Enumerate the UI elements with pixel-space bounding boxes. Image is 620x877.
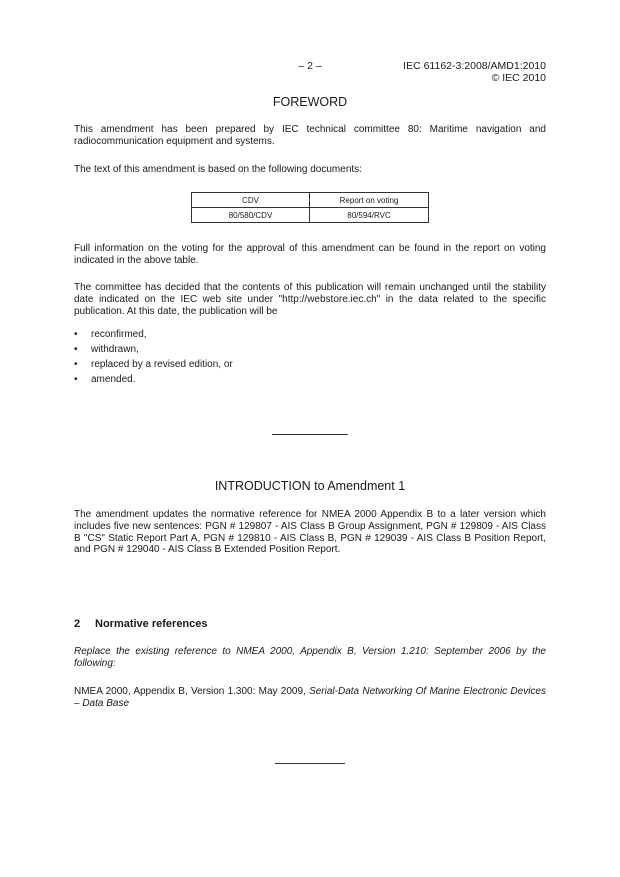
foreword-paragraph-4: The committee has decided that the contents of this publication will remain unchanged until the stability date indicated on the IEC web site under "http://webstore.iec.ch" in the data related to the specific publication. At this date, the publication will be [74, 282, 546, 317]
section-heading [74, 618, 208, 630]
foreword-heading: FOREWORD [272, 95, 348, 109]
copyright-notice: © IEC 2010 [491, 72, 546, 84]
normative-reference-entry [74, 686, 546, 710]
table-cell: 80/594/RVC [310, 208, 429, 223]
table-header-cell: Report on voting [310, 193, 429, 208]
list-item [74, 374, 546, 389]
reference-title: Serial-Data Networking Of Marine Electronic Devices – Data Base [74, 686, 546, 709]
list-item [74, 329, 546, 344]
introduction-heading: INTRODUCTION to Amendment 1 [214, 479, 406, 493]
section-title: Normative references [95, 618, 208, 630]
bullet-icon: • [74, 329, 78, 340]
bullet-icon: • [74, 344, 78, 355]
amendment-instruction: Replace the existing reference to NMEA 2000, Appendix B, Version 1.210: September 2006 by the following: [74, 646, 546, 669]
list-item-text: withdrawn, [91, 344, 139, 355]
foreword-paragraph-1: This amendment has been prepared by IEC technical committee 80: Maritime navigation and radiocommunication equipment and systems. [74, 124, 546, 147]
page-number: – 2 – [298, 60, 322, 72]
documents-table [191, 192, 429, 223]
list-item-text: reconfirmed, [91, 329, 147, 340]
publication-status-list [74, 329, 546, 389]
doc-ref-number: IEC 61162-3:2008/AMD1:2010 [403, 60, 546, 72]
foreword-paragraph-2: The text of this amendment is based on the following documents: [74, 164, 362, 175]
table-header-row [192, 193, 429, 208]
introduction-paragraph: The amendment updates the normative reference for NMEA 2000 Appendix B to a later version which includes five new sentences: PGN # 129807 - AIS Class B Group Assignment, PGN # 129809 - AIS Class B "CS" Static Report Part A, PGN # 129810 - AIS Class B, PGN # 129039 - AIS Class B Position Report, and PGN # 129040 - AIS Class B Extended Position Report. [74, 509, 546, 556]
table-row [192, 208, 429, 223]
reference-details: NMEA 2000, Appendix B, Version 1.300: May 2009, [74, 686, 310, 697]
bullet-icon: • [74, 359, 78, 370]
foreword-paragraph-3: Full information on the voting for the approval of this amendment can be found in the report on voting indicated in the above table. [74, 243, 546, 266]
list-item-text: amended. [91, 374, 136, 385]
table-cell: 80/580/CDV [192, 208, 310, 223]
document-reference [403, 60, 546, 84]
end-divider [275, 763, 345, 764]
bullet-icon: • [74, 374, 78, 385]
list-item [74, 344, 546, 359]
section-number: 2 [74, 618, 81, 630]
list-item-text: replaced by a revised edition, or [91, 359, 233, 370]
list-item [74, 359, 546, 374]
table-header-cell: CDV [192, 193, 310, 208]
section-divider [272, 434, 348, 435]
